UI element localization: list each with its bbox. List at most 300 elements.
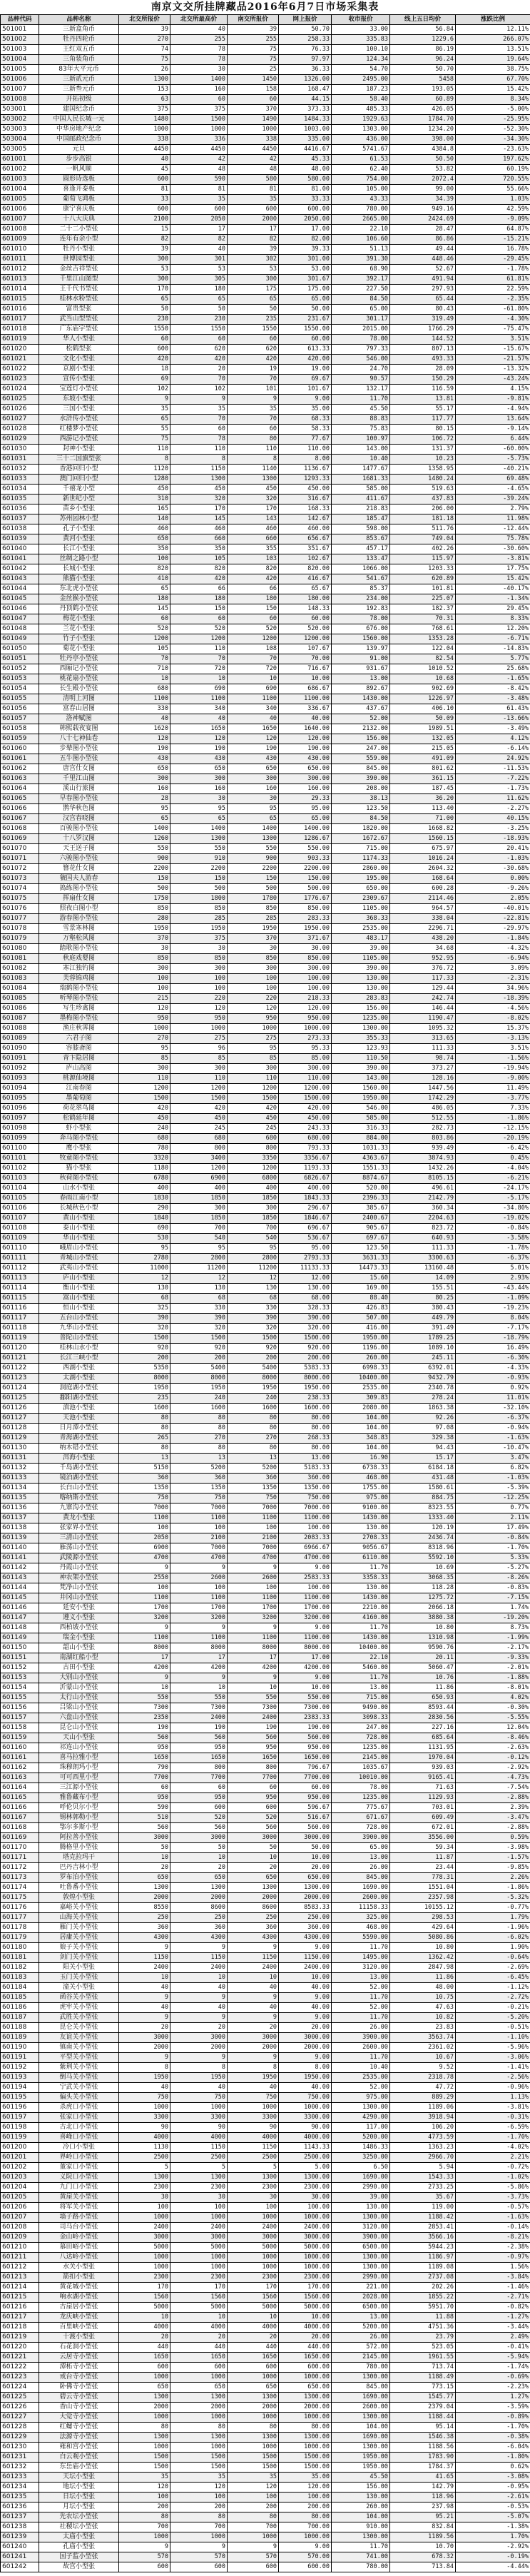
cell-close-price: 775.67 xyxy=(332,1803,390,1813)
cell-code: 601238 xyxy=(1,2522,39,2532)
cell-close-price: 905.67 xyxy=(332,1224,390,1234)
cell-north-price: 10 xyxy=(119,2313,170,2323)
cell-north-high: 50 xyxy=(170,1843,228,1853)
cell-change: -1.65% xyxy=(456,674,530,684)
cell-north-high: 35 xyxy=(170,2473,228,2483)
cell-code: 601178 xyxy=(1,1923,39,1933)
cell-online-price: 95.00 xyxy=(279,804,332,814)
table-row xyxy=(1,1144,530,1154)
cell-online-price: 716.67 xyxy=(279,664,332,674)
cell-north-high: 78 xyxy=(170,55,228,65)
cell-close-price: 9056.67 xyxy=(332,1543,390,1553)
cell-name: 百骏图小型张 xyxy=(39,824,119,834)
cell-code: 601200 xyxy=(1,2143,39,2153)
cell-online-price: 516.67 xyxy=(279,1813,332,1823)
cell-code: 601229 xyxy=(1,2433,39,2443)
cell-code: 601228 xyxy=(1,2423,39,2433)
cell-code: 601083 xyxy=(1,974,39,984)
cell-close-price: 110.50 xyxy=(332,1054,390,1064)
cell-close-price: 546.00 xyxy=(332,1104,390,1114)
cell-north-price: 1830 xyxy=(119,1194,170,1204)
cell-south-price: 200 xyxy=(228,2503,279,2512)
cell-north-price: 4700 xyxy=(119,1553,170,1563)
cell-close-price: 16.90 xyxy=(332,1454,390,1464)
cell-north-price: 200 xyxy=(119,2503,170,2512)
cell-north-high: 100 xyxy=(170,1523,228,1533)
cell-close-price: 892.67 xyxy=(332,684,390,694)
cell-close-price: 43.33 xyxy=(332,195,390,205)
cell-north-high: 100 xyxy=(170,974,228,984)
cell-south-price: 8000 xyxy=(228,1643,279,1653)
cell-north-price: 4200 xyxy=(119,1663,170,1673)
cell-name: 古北口小型张 xyxy=(39,2123,119,2133)
cell-code: 601114 xyxy=(1,1284,39,1294)
cell-online-price: 296.67 xyxy=(279,1204,332,1214)
cell-south-price: 70 xyxy=(228,654,279,664)
col-header-north-price: 北交所报价 xyxy=(119,15,170,25)
cell-change: -0.38% xyxy=(456,2433,530,2443)
cell-online-price: 3000.00 xyxy=(279,2033,332,2043)
cell-close-price: 52.00 xyxy=(332,2083,390,2093)
cell-code: 601113 xyxy=(1,1274,39,1284)
table-row xyxy=(1,864,530,874)
cell-south-price: 66 xyxy=(228,584,279,594)
cell-code: 601137 xyxy=(1,1513,39,1523)
cell-code: 601160 xyxy=(1,1743,39,1753)
cell-north-high: 350 xyxy=(170,544,228,554)
cell-north-price: 750 xyxy=(119,1494,170,1503)
cell-online-price: 168.47 xyxy=(279,85,332,95)
cell-name: 文化小型张 xyxy=(39,355,119,365)
cell-south-price: 20 xyxy=(228,1863,279,1873)
cell-5day-avg: 380.43 xyxy=(390,1304,456,1314)
cell-close-price: 2132.00 xyxy=(332,724,390,734)
cell-5day-avg: 1310.98 xyxy=(390,1633,456,1643)
cell-north-price: 100 xyxy=(119,2493,170,2503)
cell-north-price: 280 xyxy=(119,914,170,924)
cell-online-price: 1000.00 xyxy=(279,2253,332,2263)
cell-north-price: 690 xyxy=(119,1224,170,1234)
cell-name: 世博园型张 xyxy=(39,255,119,265)
cell-change: -12.15% xyxy=(456,1124,530,1134)
cell-online-price: 920.00 xyxy=(279,1344,332,1354)
cell-online-price: 10.00 xyxy=(279,1853,332,1863)
table-row xyxy=(1,524,530,534)
table-row xyxy=(1,1094,530,1104)
cell-name: 牡丹亭小型张 xyxy=(39,654,119,664)
cell-north-high: 1550 xyxy=(170,325,228,335)
cell-change: -3.25% xyxy=(456,824,530,834)
cell-close-price: 54.70 xyxy=(332,65,390,75)
cell-south-price: 1300 xyxy=(228,2393,279,2403)
cell-north-price: 95 xyxy=(119,804,170,814)
cell-north-price: 3300 xyxy=(119,2113,170,2123)
cell-change: 1.13% xyxy=(456,2093,530,2103)
cell-north-price: 9 xyxy=(119,1623,170,1633)
cell-north-high: 5200 xyxy=(170,1464,228,1474)
cell-code: 601225 xyxy=(1,2393,39,2403)
cell-south-price: 1950 xyxy=(228,1384,279,1394)
cell-5day-avg: 3300.63 xyxy=(390,1254,456,1264)
cell-change: -9.33% xyxy=(456,1653,530,1663)
cell-online-price: 1100.00 xyxy=(279,1633,332,1643)
cell-change: -0.97% xyxy=(456,2253,530,2263)
cell-5day-avg: 678.32 xyxy=(390,2552,456,2562)
cell-north-high: 1950 xyxy=(170,1384,228,1394)
cell-code: 601064 xyxy=(1,784,39,794)
cell-north-high: 2400 xyxy=(170,1713,228,1723)
cell-north-high: 390 xyxy=(170,1314,228,1324)
cell-north-high: 70 xyxy=(170,415,228,425)
cell-code: 601154 xyxy=(1,1683,39,1693)
table-row xyxy=(1,804,530,814)
cell-name: 游春图小型张 xyxy=(39,914,119,924)
cell-change: 12.04% xyxy=(456,1723,530,1733)
table-row xyxy=(1,1424,530,1434)
table-row xyxy=(1,694,530,704)
cell-close-price: 10.40 xyxy=(332,455,390,465)
cell-north-high: 35 xyxy=(170,405,228,415)
cell-north-high: 66 xyxy=(170,584,228,594)
cell-5day-avg: 242.74 xyxy=(390,994,456,1004)
cell-north-price: 920 xyxy=(119,1344,170,1354)
cell-north-price: 680 xyxy=(119,684,170,694)
table-row xyxy=(1,1474,530,1484)
cell-code: 601184 xyxy=(1,1983,39,1993)
cell-change: 11.98% xyxy=(456,514,530,524)
cell-north-high: 1000 xyxy=(170,2413,228,2423)
cell-north-high: 80 xyxy=(170,1444,228,1454)
cell-code: 503003 xyxy=(1,125,39,135)
cell-south-price: 143 xyxy=(228,514,279,524)
cell-north-price: 75 xyxy=(119,435,170,445)
cell-name: 西湖小型张 xyxy=(39,1364,119,1374)
table-row xyxy=(1,554,530,564)
cell-change: 0.77% xyxy=(456,1503,530,1513)
cell-close-price: 1235.00 xyxy=(332,1743,390,1753)
cell-north-high: 700 xyxy=(170,2522,228,2532)
table-row xyxy=(1,1264,530,1274)
table-row xyxy=(1,1543,530,1553)
cell-5day-avg: 1190.47 xyxy=(390,1014,456,1024)
cell-change: 2.39% xyxy=(456,1803,530,1813)
cell-north-price: 2000 xyxy=(119,2043,170,2053)
cell-name: 长江三峡小型 xyxy=(39,1354,119,1364)
cell-change: 13.64% xyxy=(456,415,530,425)
cell-online-price: 20.00 xyxy=(279,1863,332,1873)
cell-online-price: 82.00 xyxy=(279,235,332,245)
cell-online-price: 570.00 xyxy=(279,2552,332,2562)
cell-change: -43.44% xyxy=(456,1284,530,1294)
cell-code: 601027 xyxy=(1,415,39,425)
cell-name: 渔庄秋霁图 xyxy=(39,1024,119,1034)
cell-change: -3.59% xyxy=(456,2403,530,2413)
cell-north-high: 120 xyxy=(170,1004,228,1014)
table-row xyxy=(1,1284,530,1294)
cell-north-high: 65 xyxy=(170,295,228,305)
cell-close-price: 4363.67 xyxy=(332,1154,390,1164)
cell-name: 黄河小型张 xyxy=(39,534,119,544)
cell-north-high: 360 xyxy=(170,1474,228,1484)
cell-online-price: 60.00 xyxy=(279,1783,332,1793)
table-row xyxy=(1,1244,530,1254)
cell-south-price: 50 xyxy=(228,1843,279,1853)
cell-5day-avg: 889.29 xyxy=(390,2093,456,2103)
cell-north-high: 17 xyxy=(170,1653,228,1663)
cell-close-price: 123.50 xyxy=(332,1244,390,1254)
cell-5day-avg: 713.84 xyxy=(390,2562,456,2572)
cell-online-price: 10.00 xyxy=(279,1973,332,1983)
cell-north-price: 160 xyxy=(119,784,170,794)
cell-online-price: 1000.00 xyxy=(279,2213,332,2223)
cell-online-price: 70.00 xyxy=(279,654,332,664)
cell-online-price: 1143.33 xyxy=(279,2143,332,2153)
cell-south-price: 10 xyxy=(228,1973,279,1983)
cell-code: 601187 xyxy=(1,2013,39,2023)
cell-5day-avg: 2114.46 xyxy=(390,894,456,904)
cell-north-high: 9 xyxy=(170,2013,228,2023)
cell-north-high: 95 xyxy=(170,804,228,814)
cell-north-price: 550 xyxy=(119,1693,170,1703)
cell-close-price: 3900.00 xyxy=(332,2233,390,2243)
cell-code: 601031 xyxy=(1,455,39,465)
cell-south-price: 120 xyxy=(228,1004,279,1014)
cell-code: 601025 xyxy=(1,395,39,405)
cell-south-price: 2200 xyxy=(228,864,279,874)
cell-close-price: 546.00 xyxy=(332,355,390,365)
cell-change: -0.72% xyxy=(456,2163,530,2173)
cell-south-price: 1140 xyxy=(228,465,279,475)
cell-close-price: 2665.00 xyxy=(332,215,390,225)
cell-online-price: 440.00 xyxy=(279,2343,332,2353)
cell-online-price: 9.00 xyxy=(279,2013,332,2023)
table-row xyxy=(1,2163,530,2173)
table-row xyxy=(1,1533,530,1543)
cell-code: 601208 xyxy=(1,2223,39,2233)
cell-5day-avg: 1362.42 xyxy=(390,1953,456,1963)
cell-code: 601068 xyxy=(1,824,39,834)
cell-north-price: 950 xyxy=(119,1743,170,1753)
cell-online-price: 85.00 xyxy=(279,1054,332,1064)
cell-north-price: 265 xyxy=(119,1434,170,1444)
cell-north-high: 1500 xyxy=(170,2463,228,2473)
cell-5day-avg: 431.48 xyxy=(390,1474,456,1484)
cell-north-price: 520 xyxy=(119,624,170,634)
table-row xyxy=(1,1863,530,1873)
cell-north-price: 240 xyxy=(119,1124,170,1134)
cell-north-price: 105 xyxy=(119,644,170,654)
cell-close-price: 3120.00 xyxy=(332,1963,390,1973)
cell-north-price: 140 xyxy=(119,514,170,524)
cell-5day-avg: 426.05 xyxy=(390,105,456,115)
cell-close-price: 84.50 xyxy=(332,295,390,305)
cell-name: 山海关小型张 xyxy=(39,1913,119,1923)
cell-change: -4.02% xyxy=(456,2143,530,2153)
cell-5day-avg: 1016.24 xyxy=(390,854,456,864)
cell-name: 溪山行旅图 xyxy=(39,784,119,794)
cell-code: 601119 xyxy=(1,1334,39,1344)
cell-change: -34.30% xyxy=(456,135,530,145)
cell-5day-avg: 939.49 xyxy=(390,1144,456,1154)
cell-code: 601145 xyxy=(1,1593,39,1603)
cell-north-price: 1100 xyxy=(119,694,170,704)
cell-5day-avg: 1543.33 xyxy=(390,2173,456,2183)
cell-5day-avg: 1784.70 xyxy=(390,115,456,125)
cell-code: 601103 xyxy=(1,1174,39,1184)
cell-code: 601131 xyxy=(1,1454,39,1464)
cell-change: 1.56% xyxy=(456,2263,530,2273)
cell-name: 天池小型张 xyxy=(39,1414,119,1424)
cell-code: 601139 xyxy=(1,1533,39,1543)
table-row xyxy=(1,175,530,185)
table-row xyxy=(1,2003,530,2013)
cell-close-price: 38.13 xyxy=(332,794,390,804)
cell-name: 鄱阳湖小型张 xyxy=(39,1394,119,1404)
table-row xyxy=(1,2253,530,2263)
cell-online-price: 7300.00 xyxy=(279,1703,332,1713)
cell-south-price: 1950 xyxy=(228,2073,279,2083)
table-row xyxy=(1,145,530,155)
cell-online-price: 45.33 xyxy=(279,155,332,165)
cell-name: 芙蓉锦鸡图 xyxy=(39,974,119,984)
cell-online-price: 35.00 xyxy=(279,405,332,415)
cell-close-price: 22.10 xyxy=(332,225,390,235)
cell-online-price: 9.00 xyxy=(279,1673,332,1683)
cell-close-price: 391.30 xyxy=(332,255,390,265)
cell-online-price: 316.67 xyxy=(279,495,332,504)
cell-north-price: 30 xyxy=(119,2193,170,2203)
cell-5day-avg: 523.05 xyxy=(390,2343,456,2353)
cell-north-high: 9 xyxy=(170,1943,228,1953)
cell-north-price: 215 xyxy=(119,994,170,1004)
cell-5day-avg: 620.89 xyxy=(390,574,456,584)
table-row xyxy=(1,1713,530,1723)
cell-code: 601057 xyxy=(1,714,39,724)
cell-close-price: 1303.00 xyxy=(332,125,390,135)
cell-south-price: 9 xyxy=(228,2053,279,2063)
cell-code: 601202 xyxy=(1,2163,39,2173)
cell-south-price: 1000 xyxy=(228,1024,279,1034)
table-row xyxy=(1,2273,530,2283)
cell-name: 黄崖关小型张 xyxy=(39,2193,119,2203)
cell-close-price: 130.00 xyxy=(332,1523,390,1533)
cell-change: -43.24% xyxy=(456,375,530,385)
cell-north-price: 1950 xyxy=(119,1384,170,1394)
cell-close-price: 436.00 xyxy=(332,135,390,145)
cell-code: 601051 xyxy=(1,654,39,664)
cell-north-price: 550 xyxy=(119,844,170,854)
cell-north-high: 1000 xyxy=(170,2213,228,2223)
cell-change: -6.02% xyxy=(456,1933,530,1943)
table-row xyxy=(1,2522,530,2532)
cell-south-price: 6800 xyxy=(228,1174,279,1184)
cell-name: 故宫小型张 xyxy=(39,2562,119,2572)
cell-name: 二十二小型张 xyxy=(39,225,119,235)
cell-code: 601036 xyxy=(1,504,39,514)
cell-name: 京剧小型张 xyxy=(39,365,119,375)
cell-5day-avg: 23.44 xyxy=(390,1863,456,1873)
cell-north-high: 2500 xyxy=(170,2153,228,2163)
table-row xyxy=(1,2453,530,2463)
cell-south-price: 50 xyxy=(228,305,279,315)
cell-north-high: 160 xyxy=(170,784,228,794)
cell-south-price: 9 xyxy=(228,1943,279,1953)
cell-north-high: 40 xyxy=(170,1983,228,1993)
cell-north-price: 270 xyxy=(119,1034,170,1044)
cell-north-high: 550 xyxy=(170,1693,228,1703)
cell-change: -1.27% xyxy=(456,2313,530,2323)
cell-north-high: 90 xyxy=(170,2123,228,2133)
cell-south-price: 2400 xyxy=(228,1713,279,1723)
cell-south-price: 250 xyxy=(228,1913,279,1923)
cell-close-price: 2080.00 xyxy=(332,1404,390,1414)
cell-5day-avg: 1234.20 xyxy=(390,125,456,135)
cell-5day-avg: 227.16 xyxy=(390,1723,456,1733)
cell-change: 20.41% xyxy=(456,844,530,854)
cell-change: -14.83% xyxy=(456,644,530,654)
cell-close-price: 3631.33 xyxy=(332,1254,390,1264)
cell-online-price: 1650.00 xyxy=(279,1753,332,1763)
cell-change: 8.04% xyxy=(456,1314,530,1324)
cell-code: 601052 xyxy=(1,664,39,674)
cell-south-price: 390 xyxy=(228,1314,279,1324)
cell-north-price: 9 xyxy=(119,1943,170,1953)
cell-online-price: 1000.00 xyxy=(279,2103,332,2113)
cell-5day-avg: 119.00 xyxy=(390,2203,456,2213)
col-header-code: 品种代码 xyxy=(1,15,39,25)
cell-name: 剑门关小型张 xyxy=(39,1953,119,1963)
cell-change: -7.15% xyxy=(456,1593,530,1603)
cell-south-price: 700 xyxy=(228,1224,279,1234)
table-row xyxy=(1,2193,530,2203)
cell-5day-avg: 2066.18 xyxy=(390,1603,456,1613)
cell-north-price: 2780 xyxy=(119,1254,170,1264)
cell-change: -13.66% xyxy=(456,714,530,724)
cell-north-price: 110 xyxy=(119,1074,170,1084)
cell-code: 601214 xyxy=(1,2283,39,2293)
cell-name: 卧佛寺小型张 xyxy=(39,2383,119,2393)
cell-code: 601098 xyxy=(1,1124,39,1134)
cell-change: -2.23% xyxy=(456,2383,530,2393)
cell-north-price: 102 xyxy=(119,385,170,395)
cell-south-price: 60 xyxy=(228,335,279,345)
cell-name: 富贵型张 xyxy=(39,305,119,315)
cell-close-price: 780.00 xyxy=(332,205,390,215)
cell-close-price: 3250.00 xyxy=(332,2153,390,2163)
cell-5day-avg: 11.88 xyxy=(390,2313,456,2323)
cell-north-price: 300 xyxy=(119,255,170,265)
cell-online-price: 600.00 xyxy=(279,2562,332,2572)
cell-north-high: 100 xyxy=(170,1583,228,1593)
table-row xyxy=(1,744,530,754)
cell-change: -1.02% xyxy=(456,2173,530,2183)
cell-north-high: 680 xyxy=(170,1134,228,1144)
cell-north-high: 10 xyxy=(170,1973,228,1983)
cell-close-price: 2015.00 xyxy=(332,325,390,335)
cell-5day-avg: 3556.00 xyxy=(390,1833,456,1843)
cell-north-price: 1100 xyxy=(119,1593,170,1603)
cell-south-price: 1600 xyxy=(228,1404,279,1414)
cell-code: 601212 xyxy=(1,2263,39,2273)
cell-code: 601166 xyxy=(1,1803,39,1813)
cell-north-price: 420 xyxy=(119,355,170,365)
cell-code: 601175 xyxy=(1,1893,39,1903)
cell-north-high: 53 xyxy=(170,265,228,275)
cell-5day-avg: 2424.69 xyxy=(390,215,456,225)
table-row xyxy=(1,1573,530,1583)
cell-code: 601004 xyxy=(1,185,39,195)
cell-name: 义院口小型张 xyxy=(39,2173,119,2183)
